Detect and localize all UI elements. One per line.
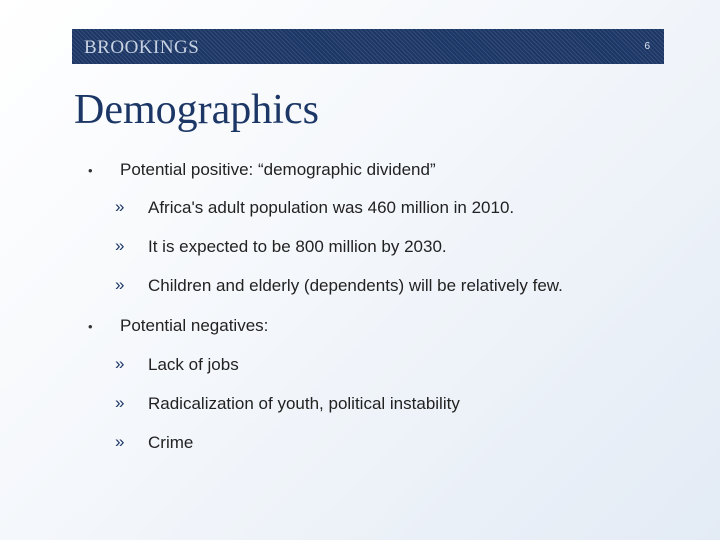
- bullet-positive: Potential positive: “demographic dividend”: [120, 160, 436, 179]
- sub-bullet-item: It is expected to be 800 million by 2030.: [148, 237, 447, 256]
- sub-bullet-marker: »: [115, 236, 125, 255]
- sub-bullet-marker: »: [115, 197, 125, 216]
- brookings-logo: BROOKINGS: [84, 37, 200, 58]
- sub-bullet-item: Crime: [148, 433, 194, 452]
- header-banner: [72, 29, 664, 64]
- sub-bullet-item: Children and elderly (dependents) will be relatively few.: [148, 276, 563, 295]
- sub-bullet-marker: »: [115, 354, 125, 373]
- sub-bullet-item: Radicalization of youth, political instability: [148, 394, 460, 413]
- slide-title: Demographics: [74, 87, 319, 133]
- sub-bullet-item: Lack of jobs: [148, 355, 239, 374]
- bullet-negatives: Potential negatives:: [120, 316, 269, 335]
- sub-bullet-marker: »: [115, 432, 125, 451]
- page-number: 6: [644, 41, 650, 52]
- sub-bullet-marker: »: [115, 275, 125, 294]
- bullet-marker: •: [88, 319, 93, 334]
- sub-bullet-item: Africa's adult population was 460 million in 2010.: [148, 198, 515, 217]
- sub-bullet-marker: »: [115, 393, 125, 412]
- bullet-marker: •: [88, 163, 93, 178]
